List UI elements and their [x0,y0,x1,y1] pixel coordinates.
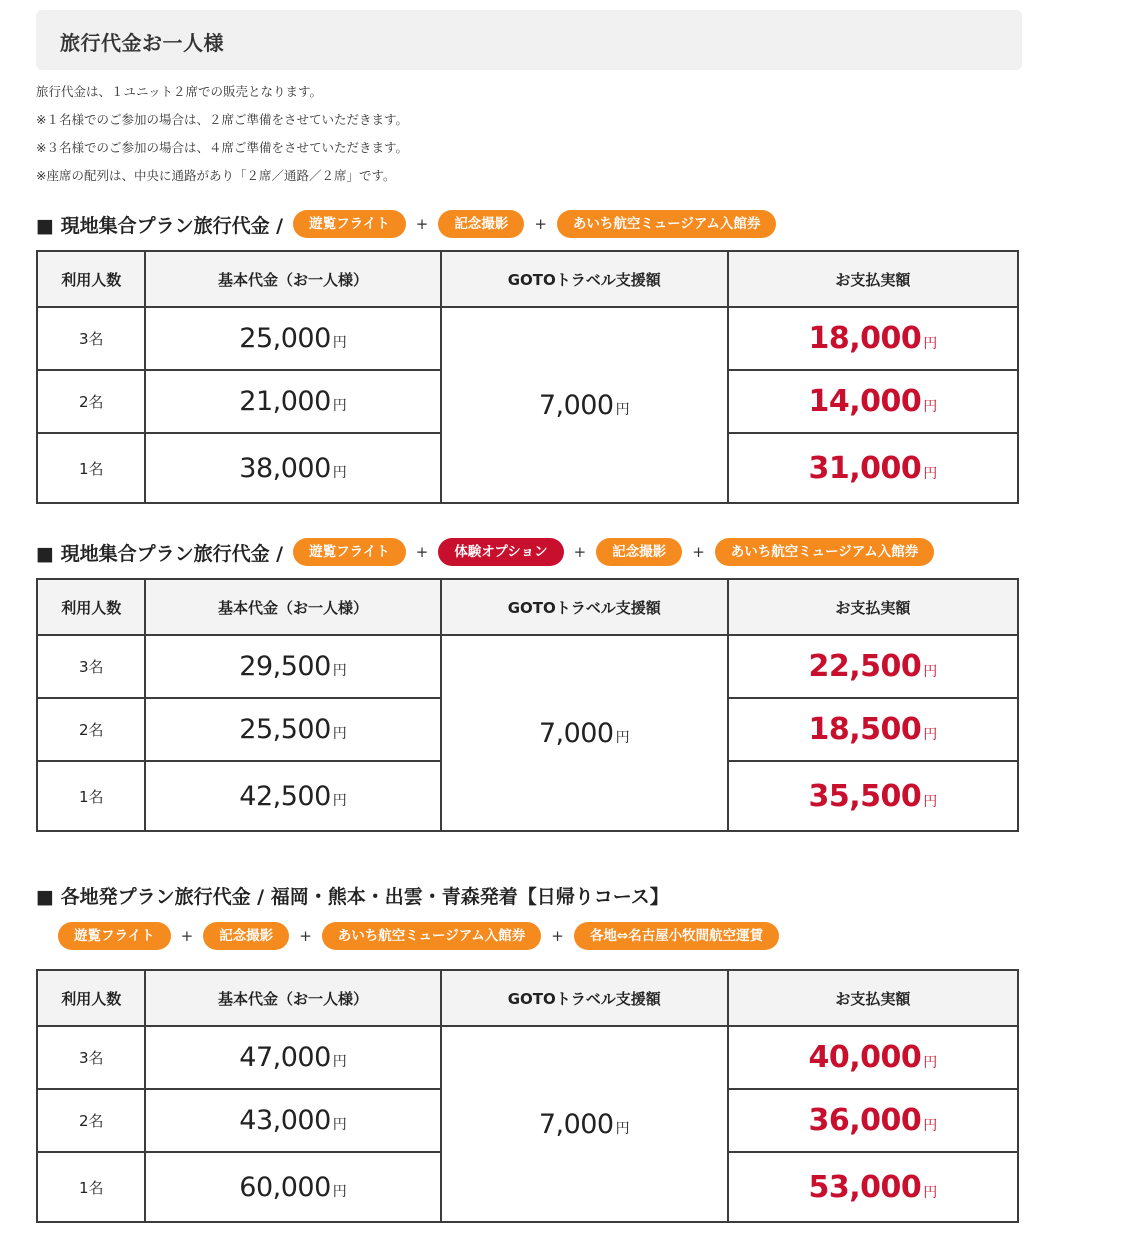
cell-base [145,698,440,761]
pay-amount: 18,500 [808,712,922,747]
yen-unit: 円 [923,465,938,482]
section-1-title-row [36,210,776,238]
col-header-base: 基本代金（お一人様） [145,579,440,635]
col-header-pay: お支払実額 [728,579,1018,635]
pay-amount: 18,000 [808,321,922,356]
yen-unit: 円 [332,792,347,809]
col-header-base: 基本代金（お一人様） [145,251,440,307]
page-title: 旅行代金お一人様 [60,31,224,55]
goto-amount: 7,000 [538,1108,614,1140]
badge-museum-ticket: あいち航空ミュージアム入館券 [715,538,935,566]
col-header-goto: GOTOトラベル支援額 [441,579,728,635]
section-3-title: ■ 各地発プラン旅行代金 / 福岡・熊本・出雲・青森発着【日帰りコース】 [36,886,669,908]
yen-unit: 円 [923,1184,938,1201]
table-row [37,1026,1018,1089]
section-1-title: ■ 現地集合プラン旅行代金 / [36,214,284,237]
cell-count: 2名 [37,698,145,761]
yen-unit: 円 [923,1055,938,1071]
cell-pay [728,761,1018,831]
yen-unit: 円 [332,335,347,351]
goto-amount: 7,000 [538,717,614,749]
badge-experience-option: 体験オプション [438,538,563,566]
cell-goto [441,635,728,831]
yen-unit: 円 [923,336,938,352]
cell-goto [441,307,728,503]
yen-unit: 円 [923,664,938,680]
cell-count: 3名 [37,307,145,370]
cell-pay [728,307,1018,370]
yen-unit: 円 [332,663,347,679]
page-header [36,10,1022,70]
badge-commemorative-photo: 記念撮影 [596,538,682,566]
table-header-row [37,579,1018,635]
cell-base [145,761,440,831]
cell-count: 1名 [37,761,145,831]
yen-unit: 円 [923,793,938,810]
base-amount: 43,000 [239,1105,331,1136]
cell-count: 3名 [37,635,145,698]
col-header-count: 利用人数 [37,970,145,1026]
badge-museum-ticket: あいち航空ミュージアム入館券 [322,922,542,950]
yen-unit: 円 [615,401,630,418]
badge-sightseeing-flight: 遊覧フライト [293,538,406,566]
table-row [37,635,1018,698]
cell-count: 1名 [37,433,145,503]
section-3-title-row [36,882,679,909]
cell-base [145,307,440,370]
cell-base [145,1089,440,1152]
col-header-goto: GOTOトラベル支援額 [441,251,728,307]
cell-pay [728,1026,1018,1089]
badge-commemorative-photo: 記念撮影 [203,922,289,950]
plus-sign: + [573,543,587,561]
cell-pay [728,698,1018,761]
cell-pay [728,1152,1018,1222]
col-header-goto: GOTOトラベル支援額 [441,970,728,1026]
yen-unit: 円 [615,729,630,746]
note-line: ※１名様でのご参加の場合は、２席ご準備をさせていただきます。 [36,112,408,127]
yen-unit: 円 [332,398,347,414]
price-table-3 [36,969,1019,1223]
cell-count: 1名 [37,1152,145,1222]
pay-amount: 35,500 [808,778,922,814]
yen-unit: 円 [923,399,938,415]
cell-base [145,1026,440,1089]
yen-unit: 円 [615,1120,630,1137]
cell-base [145,433,440,503]
badge-sightseeing-flight: 遊覧フライト [293,210,406,238]
cell-count: 2名 [37,1089,145,1152]
badge-airfare: 各地⇔名古屋小牧間航空運賃 [574,922,779,950]
badge-sightseeing-flight: 遊覧フライト [58,922,171,950]
pay-amount: 53,000 [808,1169,922,1205]
cell-count: 2名 [37,370,145,433]
cell-base [145,1152,440,1222]
pay-amount: 36,000 [808,1103,922,1138]
base-amount: 42,500 [239,780,331,812]
table-header-row [37,251,1018,307]
cell-base [145,635,440,698]
pay-amount: 22,500 [808,649,922,684]
col-header-pay: お支払実額 [728,970,1018,1026]
base-amount: 29,500 [239,651,331,682]
base-amount: 47,000 [239,1042,331,1073]
plus-sign: + [180,927,194,945]
base-amount: 38,000 [239,452,331,484]
price-table-2 [36,578,1019,832]
price-table-1 [36,250,1019,504]
plus-sign: + [299,927,312,945]
base-amount: 21,000 [239,386,331,417]
badge-commemorative-photo: 記念撮影 [438,210,524,238]
plus-sign: + [551,927,564,945]
plus-sign: + [415,543,429,561]
section-2-title-row [36,538,934,566]
plus-sign: + [534,215,547,233]
section-2-title: ■ 現地集合プラン旅行代金 / [36,542,284,565]
badge-museum-ticket: あいち航空ミュージアム入館券 [557,210,777,238]
plus-sign: + [692,543,705,561]
plus-sign: + [415,215,429,233]
col-header-count: 利用人数 [37,579,145,635]
cell-count: 3名 [37,1026,145,1089]
col-header-pay: お支払実額 [728,251,1018,307]
cell-pay [728,1089,1018,1152]
yen-unit: 円 [332,1117,347,1133]
table-row [37,307,1018,370]
cell-pay [728,433,1018,503]
pay-amount: 40,000 [808,1040,922,1075]
yen-unit: 円 [923,1118,938,1134]
section-1-badges [293,210,776,238]
note-line: ※３名様でのご参加の場合は、４席ご準備をさせていただきます。 [36,140,408,155]
notes [36,81,408,193]
yen-unit: 円 [923,727,938,743]
pay-amount: 14,000 [808,384,922,419]
cell-pay [728,370,1018,433]
yen-unit: 円 [332,1183,347,1200]
base-amount: 60,000 [239,1171,331,1203]
pay-amount: 31,000 [808,450,922,486]
yen-unit: 円 [332,464,347,481]
section-3-badges [58,922,779,950]
base-amount: 25,000 [239,323,331,354]
col-header-base: 基本代金（お一人様） [145,970,440,1026]
table-header-row [37,970,1018,1026]
section-2-badges [293,538,934,566]
col-header-count: 利用人数 [37,251,145,307]
section-3-badge-row [58,922,779,950]
note-line: ※座席の配列は、中央に通路があり「２席／通路／２席」です。 [36,168,396,183]
cell-base [145,370,440,433]
note-line: 旅行代金は、１ユニット２席での販売となります。 [36,84,323,99]
cell-goto [441,1026,728,1222]
goto-amount: 7,000 [538,389,614,421]
yen-unit: 円 [332,726,347,742]
base-amount: 25,500 [239,714,331,745]
yen-unit: 円 [332,1054,347,1070]
cell-pay [728,635,1018,698]
